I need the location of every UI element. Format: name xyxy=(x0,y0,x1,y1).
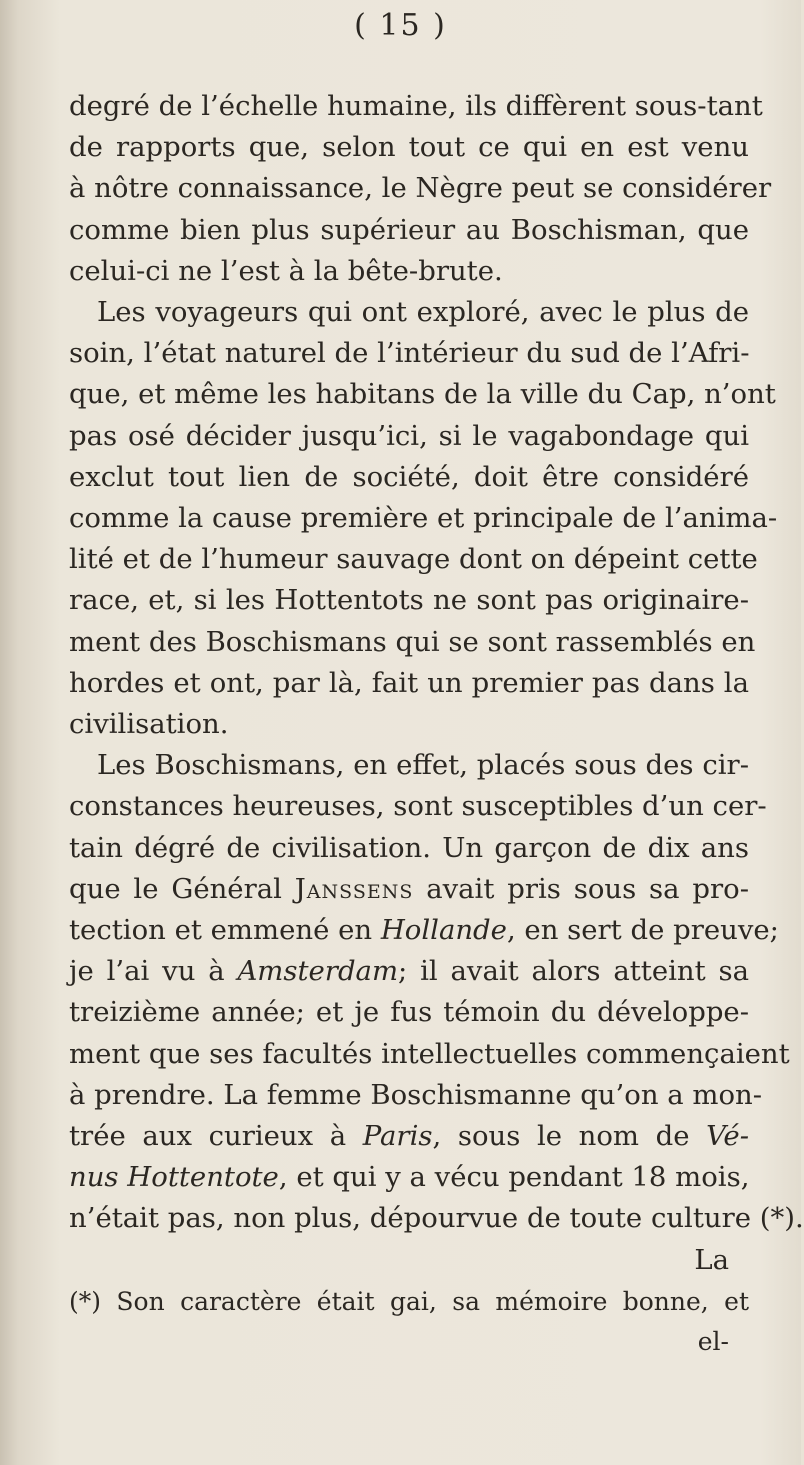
text-line: à nôtre connaissance, le Nègre peut se considérer xyxy=(69,172,772,205)
text-line: ment des Boschismans qui se sont rassemblés en xyxy=(69,625,756,658)
footnote: (*) Son caractère était gai, sa mémoire bonne, et xyxy=(69,1286,749,1316)
footnote-catchword: el- xyxy=(697,1326,729,1356)
body-text xyxy=(69,86,804,1361)
paragraph-block xyxy=(69,86,778,869)
text-line: soin, l’état naturel de l’intérieur du sud de l’Afri- xyxy=(69,337,750,370)
text-line: ment que ses facultés intellectuelles commençaient xyxy=(69,1037,790,1070)
text-line: celui-ci ne l’est à la bête-brute. xyxy=(69,254,503,287)
text-line: nus Hottentote, et qui y a vécu pendant 18 mois, xyxy=(69,1161,750,1194)
text-line: tain dégré de civilisation. Un garçon de dix ans xyxy=(69,831,749,864)
text-line: Les voyageurs qui ont exploré, avec le plus de xyxy=(97,296,749,329)
place-name: Paris xyxy=(362,1120,433,1153)
text-line: tection et emmené en Hollande, en sert de preuve; xyxy=(69,914,779,947)
text-line: pas osé décider jusqu’ici, si le vagabondage qui xyxy=(69,419,749,452)
text-line: trée aux curieux à Paris, sous le nom de Vé- xyxy=(69,1120,749,1153)
catchword: La xyxy=(694,1243,729,1276)
text-line: à prendre. La femme Boschismanne qu’on a mon- xyxy=(69,1078,763,1111)
text-line: je l’ai vu à Amsterdam; il avait alors atteint sa xyxy=(69,955,749,988)
text-line: que, et même les habitans de la ville du Cap, n’ont xyxy=(69,378,776,411)
place-name: Amsterdam xyxy=(237,955,399,988)
person-name: Janssens xyxy=(294,872,414,905)
place-name: Hollande xyxy=(380,914,507,947)
paragraph-block xyxy=(69,992,790,1116)
text-line: lité et de l’humeur sauvage dont on dépeint cette xyxy=(69,543,758,576)
person-name: Vé- xyxy=(706,1120,749,1153)
person-name: nus Hottentote xyxy=(69,1161,279,1194)
text-line: constances heureuses, sont susceptibles d’un cer- xyxy=(69,790,767,823)
text-line: race, et, si les Hottentots ne sont pas originaire- xyxy=(69,584,749,617)
page-number: ( 15 ) xyxy=(354,8,447,43)
text-line: Les Boschismans, en effet, placés sous des cir- xyxy=(97,749,749,782)
text-line: exclut tout lien de société, doit être considéré xyxy=(69,460,749,493)
text-line: hordes et ont, par là, fait un premier pas dans la xyxy=(69,666,749,699)
text-line: civilisation. xyxy=(69,708,229,741)
text-line: treizième année; et je fus témoin du développe- xyxy=(69,996,749,1029)
text-line: de rapports que, selon tout ce qui en est venu xyxy=(69,131,749,164)
text-line: comme la cause première et principale de l’anima- xyxy=(69,502,778,535)
text-line: n’était pas, non plus, dépourvue de toute culture (*). xyxy=(69,1202,804,1235)
text-line: que le Général Janssens avait pris sous sa pro- xyxy=(69,872,750,905)
text-line: comme bien plus supérieur au Boschisman, que xyxy=(69,213,749,246)
text-line: degré de l’échelle humaine, ils diffèrent sous-tant xyxy=(69,90,763,122)
